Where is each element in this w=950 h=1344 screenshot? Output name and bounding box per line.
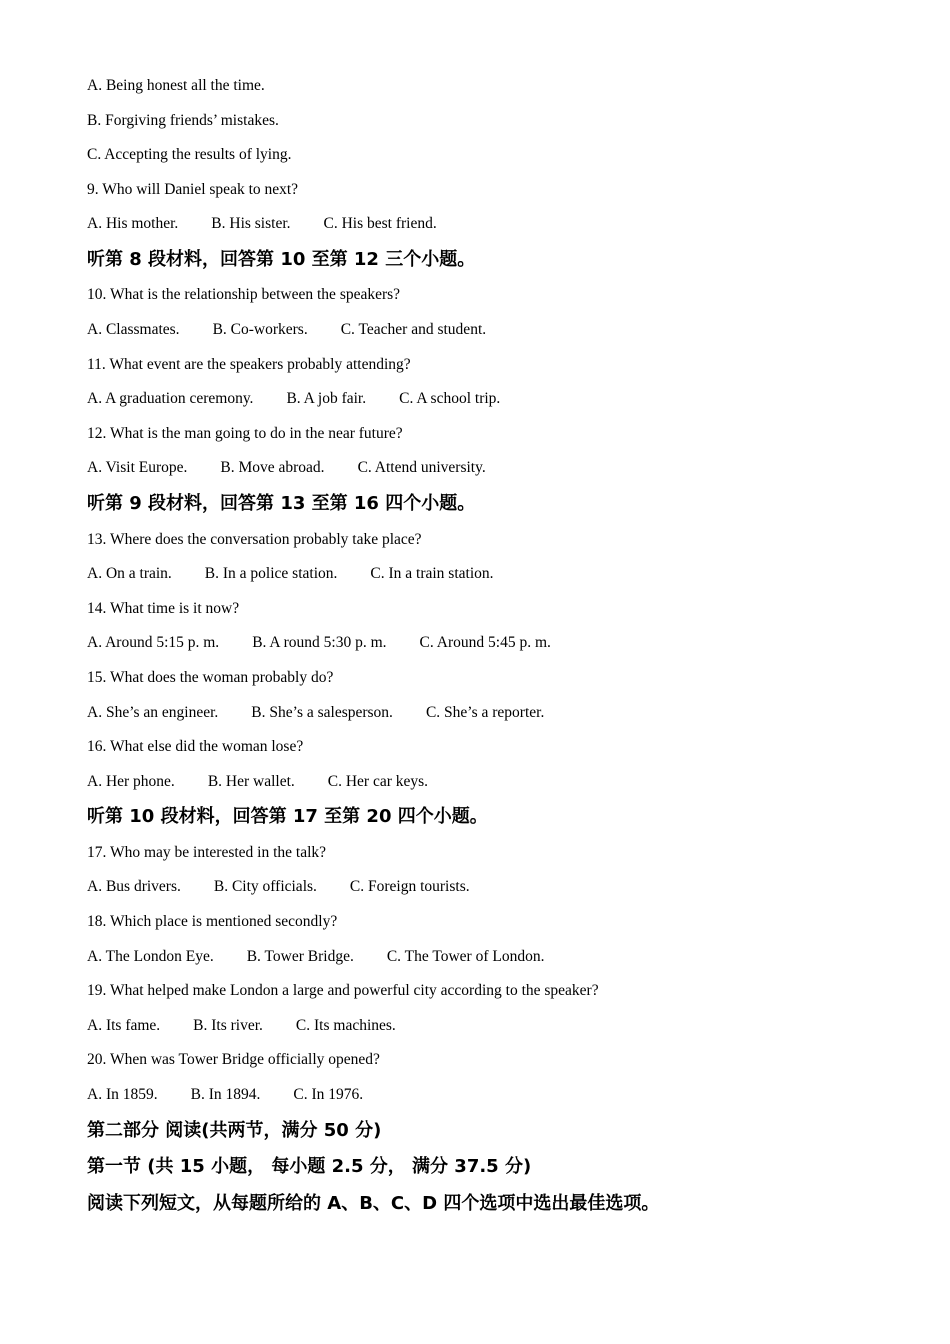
question-17: 17. Who may be interested in the talk? bbox=[87, 843, 327, 861]
question-18-options bbox=[87, 943, 887, 978]
question-16-options bbox=[87, 768, 887, 803]
question-16: 16. What else did the woman lose? bbox=[87, 738, 304, 756]
question-11: 11. What event are the speakers probably attending? bbox=[87, 355, 411, 373]
section-9-heading: 听第 9 段材料，回答第 13 至第 16 四个小题。 bbox=[87, 493, 476, 515]
option-b: B. Her wallet. bbox=[207, 772, 295, 790]
option-b: B. In 1894. bbox=[190, 1085, 261, 1103]
question-12: 12. What is the man going to do in the near future? bbox=[87, 424, 403, 442]
option-a: A. Around 5:15 p. m. bbox=[87, 634, 220, 652]
option-c: C. The Tower of London. bbox=[386, 947, 545, 965]
question-20-options bbox=[87, 1081, 887, 1116]
question-19: 19. What helped make London a large and powerful city according to the speaker? bbox=[87, 982, 599, 1000]
question-14: 14. What time is it now? bbox=[87, 599, 240, 617]
question-9: 9. Who will Daniel speak to next? bbox=[87, 180, 299, 198]
part-2-heading: 第二部分 阅读(共两节，满分 50 分) bbox=[87, 1119, 382, 1141]
option-a: A. On a train. bbox=[87, 565, 172, 583]
section-1-heading: 第一节 (共 15 小题， 每小题 2.5 分， 满分 37.5 分) bbox=[87, 1156, 532, 1178]
option-a: A. His mother. bbox=[87, 215, 179, 233]
option-c: C. His best friend. bbox=[323, 215, 437, 233]
option-b: B. Tower Bridge. bbox=[246, 947, 354, 965]
option-a: A. Its fame. bbox=[87, 1016, 161, 1034]
option-c: C. She’s a reporter. bbox=[425, 703, 545, 721]
option-a: A. Visit Europe. bbox=[87, 459, 188, 477]
option-b: B. City officials. bbox=[213, 878, 317, 896]
option-b: B. Co-workers. bbox=[212, 321, 308, 339]
option-a: A. In 1859. bbox=[87, 1085, 158, 1103]
option-c: C. Foreign tourists. bbox=[349, 878, 470, 896]
option-line: B. Forgiving friends’ mistakes. bbox=[87, 111, 279, 129]
question-13: 13. Where does the conversation probably take place? bbox=[87, 530, 422, 548]
reading-instruction: 阅读下列短文，从每题所给的 A、B、C、D 四个选项中选出最佳选项。 bbox=[87, 1192, 660, 1214]
option-a: A. A graduation ceremony. bbox=[87, 390, 254, 408]
question-10: 10. What is the relationship between the speakers? bbox=[87, 286, 401, 304]
question-9-options bbox=[87, 210, 887, 245]
option-line: C. Accepting the results of lying. bbox=[87, 146, 292, 164]
option-c: C. A school trip. bbox=[399, 390, 501, 408]
option-c: C. Around 5:45 p. m. bbox=[419, 634, 551, 652]
question-20: 20. When was Tower Bridge officially opened? bbox=[87, 1051, 380, 1069]
option-c: C. In 1976. bbox=[293, 1085, 364, 1103]
option-b: B. Move abroad. bbox=[220, 459, 325, 477]
section-8-heading: 听第 8 段材料，回答第 10 至第 12 三个小题。 bbox=[87, 248, 476, 270]
question-14-options bbox=[87, 629, 887, 664]
option-c: C. Teacher and student. bbox=[340, 321, 487, 339]
option-a: A. The London Eye. bbox=[87, 947, 214, 965]
question-18: 18. Which place is mentioned secondly? bbox=[87, 912, 338, 930]
option-b: B. His sister. bbox=[211, 215, 291, 233]
section-10-heading: 听第 10 段材料，回答第 17 至第 20 四个小题。 bbox=[87, 806, 488, 828]
question-12-options bbox=[87, 454, 887, 489]
question-15: 15. What does the woman probably do? bbox=[87, 668, 334, 686]
option-b: B. A job fair. bbox=[286, 390, 367, 408]
option-b: B. She’s a salesperson. bbox=[251, 703, 393, 721]
document-page bbox=[87, 72, 887, 1225]
option-c: C. Attend university. bbox=[357, 459, 486, 477]
option-a: A. Her phone. bbox=[87, 772, 175, 790]
question-19-options bbox=[87, 1012, 887, 1047]
option-b: B. A round 5:30 p. m. bbox=[252, 634, 387, 652]
question-15-options bbox=[87, 699, 887, 734]
option-a: A. She’s an engineer. bbox=[87, 703, 219, 721]
option-a: A. Classmates. bbox=[87, 321, 180, 339]
question-13-options bbox=[87, 560, 887, 595]
option-b: B. In a police station. bbox=[204, 565, 338, 583]
question-10-options bbox=[87, 316, 887, 351]
option-c: C. In a train station. bbox=[370, 565, 494, 583]
option-line: A. Being honest all the time. bbox=[87, 77, 265, 94]
option-c: C. Its machines. bbox=[295, 1016, 396, 1034]
question-17-options bbox=[87, 873, 887, 908]
question-11-options bbox=[87, 385, 887, 420]
option-c: C. Her car keys. bbox=[327, 772, 429, 790]
option-a: A. Bus drivers. bbox=[87, 878, 181, 896]
option-b: B. Its river. bbox=[193, 1016, 263, 1034]
